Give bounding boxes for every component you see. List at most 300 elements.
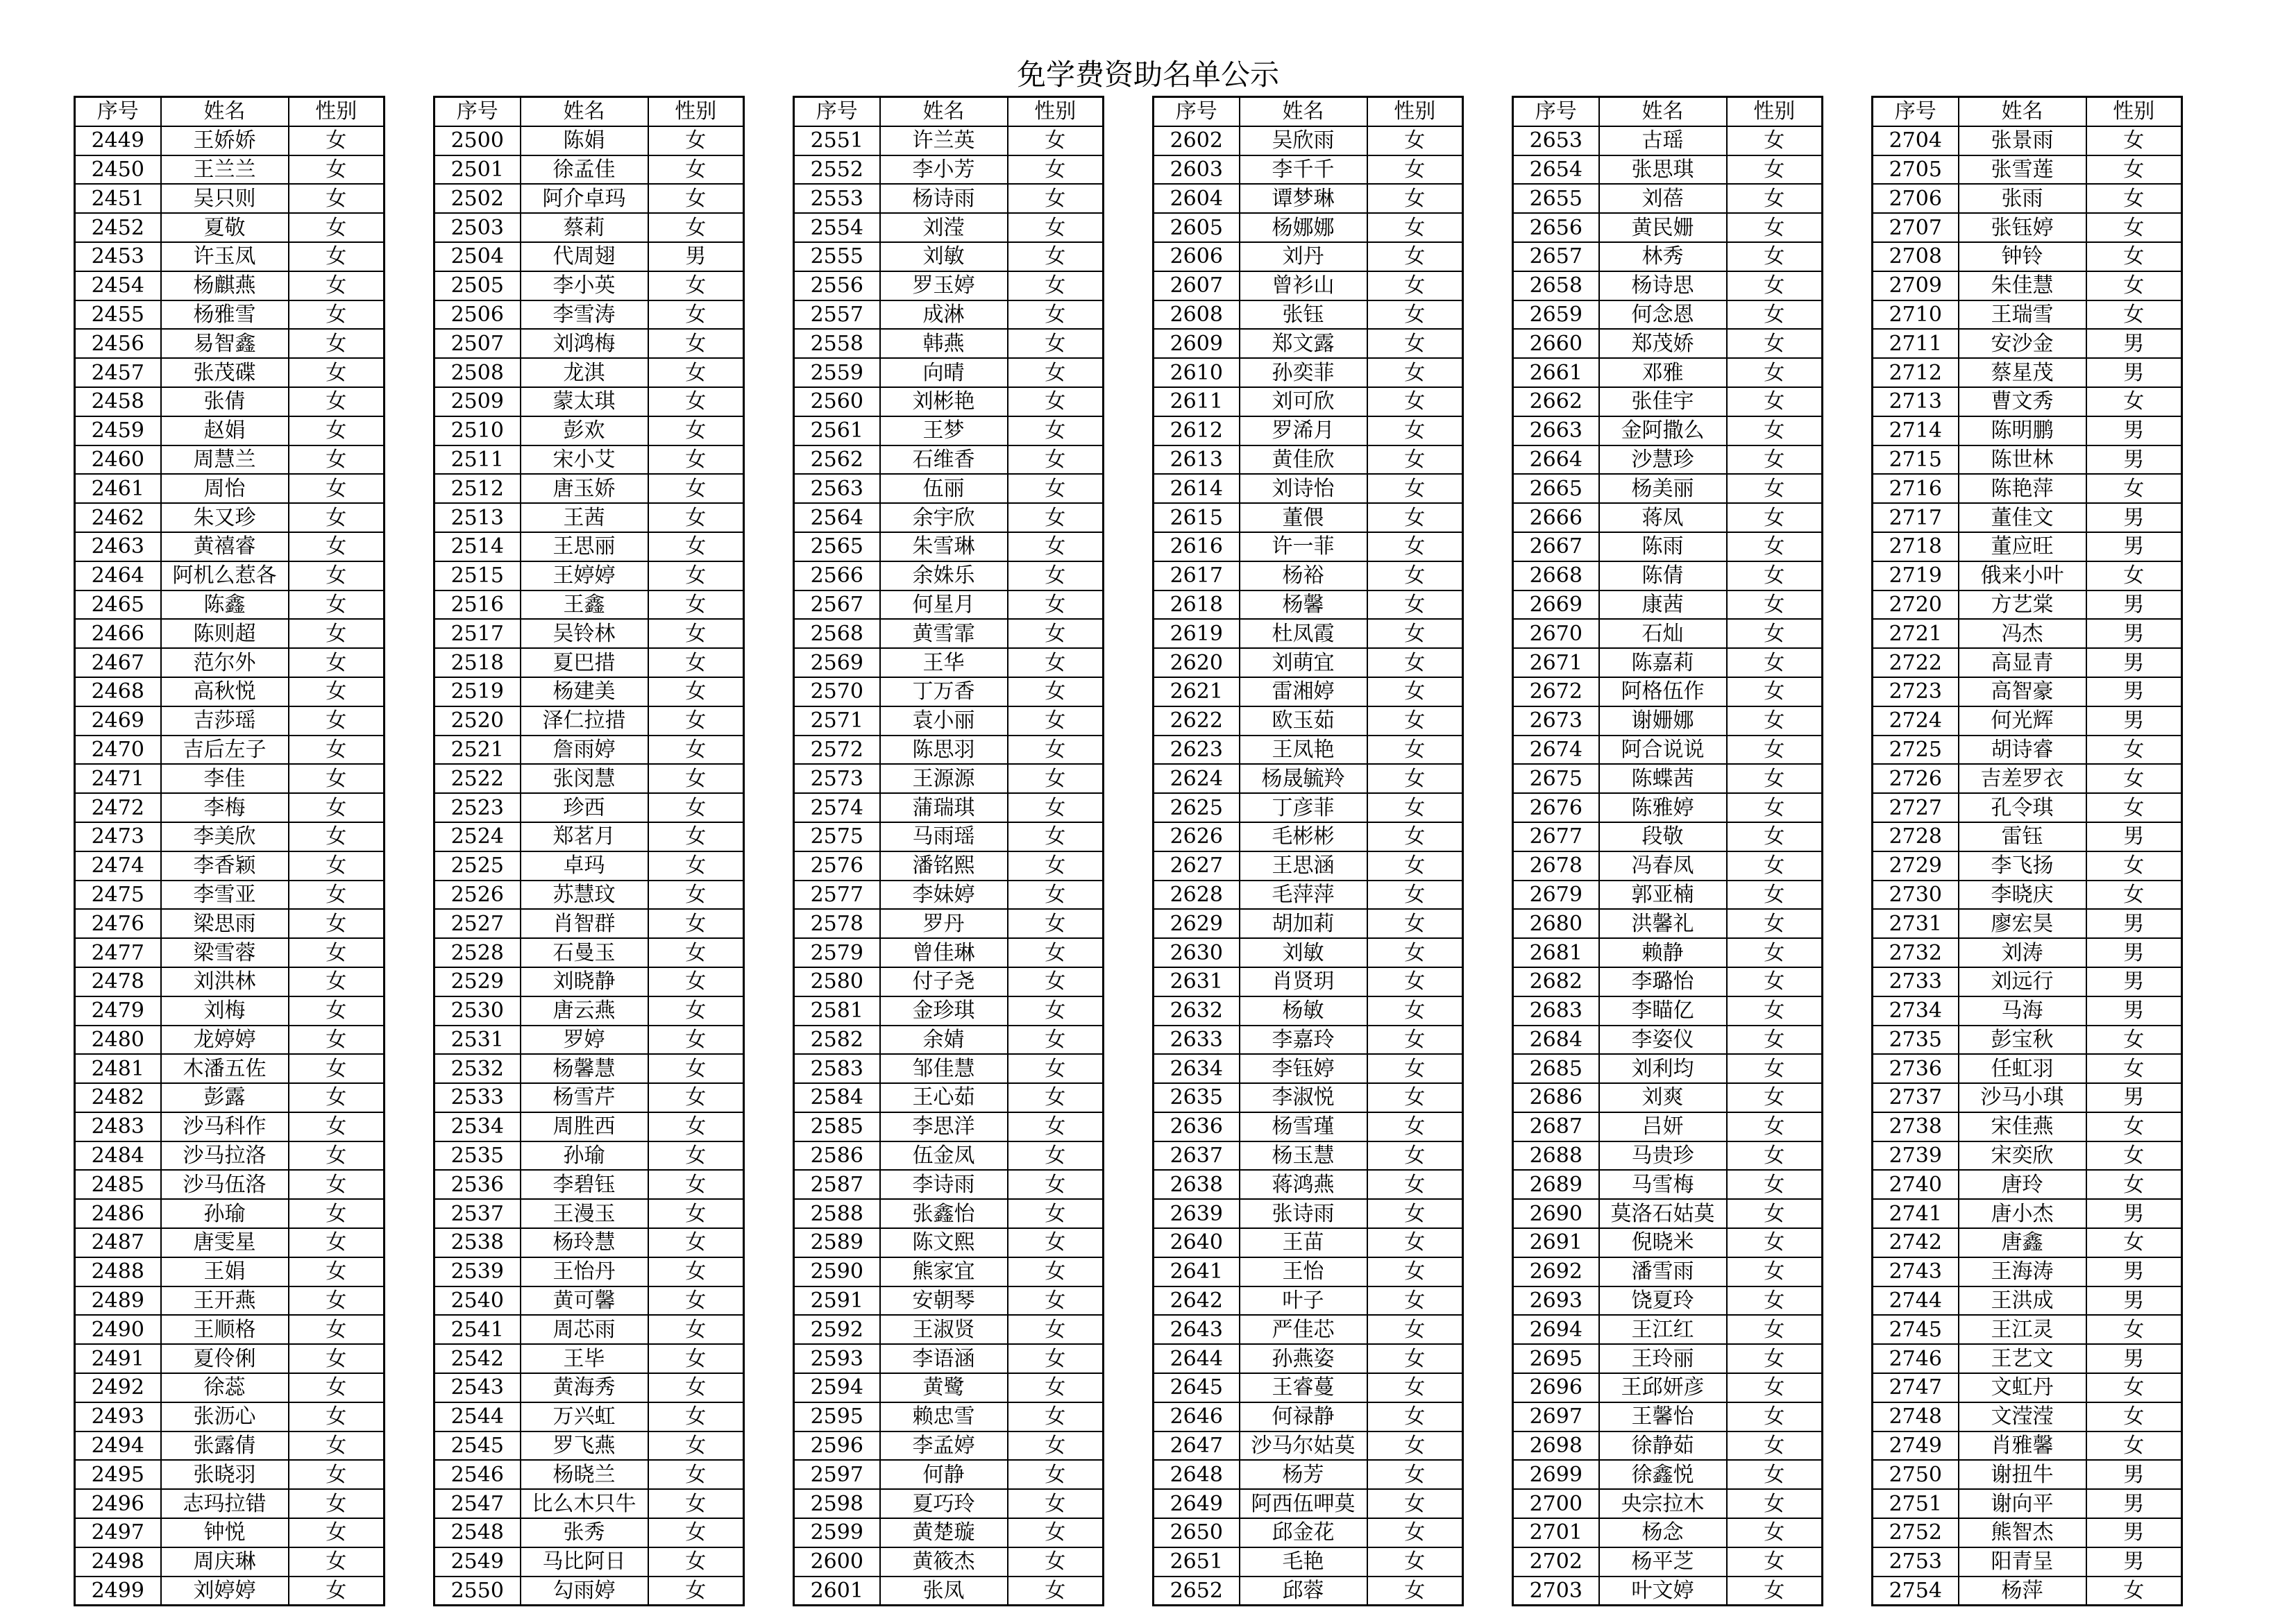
- cell-gender: 女: [1367, 967, 1463, 996]
- cell-seq: 2520: [434, 706, 521, 736]
- column-gap: [385, 1489, 434, 1518]
- cell-name: 毛萍萍: [1240, 881, 1367, 910]
- cell-seq: 2581: [794, 996, 880, 1026]
- cell-name: 吴欣雨: [1240, 126, 1367, 155]
- cell-name: 张佳宇: [1599, 387, 1727, 416]
- cell-gender: 女: [289, 416, 385, 445]
- column-gap: [1823, 532, 1873, 561]
- cell-name: 邱金花: [1240, 1518, 1367, 1547]
- column-gap: [744, 155, 794, 185]
- column-gap: [1823, 1373, 1873, 1402]
- cell-name: 赖忠雪: [880, 1402, 1008, 1431]
- cell-seq: 2702: [1513, 1547, 1599, 1577]
- cell-gender: 女: [2086, 1373, 2182, 1402]
- cell-gender: 女: [289, 938, 385, 967]
- cell-seq: 2481: [75, 1054, 161, 1083]
- column-gap: [1104, 561, 1154, 590]
- cell-seq: 2693: [1513, 1286, 1599, 1316]
- cell-name: 向晴: [880, 358, 1008, 387]
- cell-gender: 女: [2086, 155, 2182, 185]
- cell-name: 夏巧玲: [880, 1489, 1008, 1518]
- cell-gender: 女: [1008, 1026, 1104, 1055]
- cell-name: 吉后左子: [161, 736, 289, 765]
- header-name: 姓名: [1959, 97, 2086, 126]
- cell-name: 曹文秀: [1959, 387, 2086, 416]
- cell-name: 李嘉玲: [1240, 1026, 1367, 1055]
- cell-seq: 2701: [1513, 1518, 1599, 1547]
- column-gap: [1463, 1518, 1513, 1547]
- cell-gender: 女: [1367, 1547, 1463, 1577]
- cell-seq: 2534: [434, 1112, 521, 1141]
- cell-seq: 2654: [1513, 155, 1599, 185]
- cell-seq: 2482: [75, 1083, 161, 1112]
- cell-seq: 2677: [1513, 822, 1599, 851]
- column-gap: [1823, 387, 1873, 416]
- table-row: [75, 1402, 2182, 1431]
- cell-name: 杨敏: [1240, 996, 1367, 1026]
- column-gap: [1463, 503, 1513, 532]
- column-gap: [1463, 1257, 1513, 1286]
- cell-name: 陈鑫: [161, 590, 289, 620]
- cell-seq: 2489: [75, 1286, 161, 1316]
- cell-seq: 2614: [1154, 474, 1240, 503]
- cell-name: 黄海秀: [521, 1373, 648, 1402]
- cell-gender: 女: [1367, 184, 1463, 213]
- cell-seq: 2550: [434, 1577, 521, 1606]
- cell-name: 刘萌宜: [1240, 648, 1367, 677]
- cell-gender: 女: [1367, 329, 1463, 358]
- column-gap: [744, 532, 794, 561]
- header-seq: 序号: [1154, 97, 1240, 126]
- cell-gender: 女: [1008, 1228, 1104, 1257]
- column-gap: [744, 1315, 794, 1344]
- column-gap: [744, 387, 794, 416]
- cell-name: 罗玉婷: [880, 271, 1008, 300]
- column-gap: [385, 938, 434, 967]
- column-gap: [1463, 97, 1513, 126]
- table-row: [75, 474, 2182, 503]
- header-name: 姓名: [161, 97, 289, 126]
- column-gap: [1823, 126, 1873, 155]
- cell-seq: 2578: [794, 909, 880, 938]
- cell-name: 周慧兰: [161, 445, 289, 475]
- cell-seq: 2465: [75, 590, 161, 620]
- cell-seq: 2509: [434, 387, 521, 416]
- cell-seq: 2487: [75, 1228, 161, 1257]
- cell-gender: 女: [1367, 416, 1463, 445]
- cell-name: 刘鸿梅: [521, 329, 648, 358]
- cell-name: 杨诗雨: [880, 184, 1008, 213]
- cell-seq: 2604: [1154, 184, 1240, 213]
- cell-name: 陈倩: [1599, 561, 1727, 590]
- cell-name: 雷钰: [1959, 822, 2086, 851]
- column-gap: [1104, 416, 1154, 445]
- cell-seq: 2605: [1154, 213, 1240, 242]
- cell-seq: 2566: [794, 561, 880, 590]
- column-gap: [744, 851, 794, 881]
- cell-name: 李语涵: [880, 1344, 1008, 1373]
- cell-name: 邱蓉: [1240, 1577, 1367, 1606]
- cell-seq: 2583: [794, 1054, 880, 1083]
- cell-gender: 女: [1727, 1315, 1823, 1344]
- cell-name: 杨晓兰: [521, 1460, 648, 1489]
- cell-seq: 2555: [794, 242, 880, 271]
- cell-gender: 女: [1367, 619, 1463, 648]
- column-gap: [744, 97, 794, 126]
- cell-gender: 女: [1367, 1373, 1463, 1402]
- cell-seq: 2551: [794, 126, 880, 155]
- table-row: [75, 1315, 2182, 1344]
- cell-seq: 2613: [1154, 445, 1240, 475]
- cell-seq: 2556: [794, 271, 880, 300]
- cell-seq: 2636: [1154, 1112, 1240, 1141]
- cell-seq: 2720: [1873, 590, 1959, 620]
- cell-gender: 女: [289, 474, 385, 503]
- cell-gender: 女: [1727, 271, 1823, 300]
- cell-gender: 女: [1727, 126, 1823, 155]
- column-gap: [1463, 1112, 1513, 1141]
- column-gap: [744, 1054, 794, 1083]
- cell-seq: 2625: [1154, 793, 1240, 822]
- cell-name: 刘敏: [1240, 938, 1367, 967]
- cell-gender: 女: [1727, 358, 1823, 387]
- cell-gender: 女: [1727, 184, 1823, 213]
- cell-gender: 女: [648, 793, 744, 822]
- cell-name: 廖宏昊: [1959, 909, 2086, 938]
- column-gap: [385, 1112, 434, 1141]
- cell-name: 王梦: [880, 416, 1008, 445]
- column-gap: [744, 967, 794, 996]
- cell-seq: 2686: [1513, 1083, 1599, 1112]
- cell-name: 蔡星茂: [1959, 358, 2086, 387]
- cell-name: 张诗雨: [1240, 1199, 1367, 1228]
- cell-gender: 女: [1727, 996, 1823, 1026]
- column-gap: [1463, 242, 1513, 271]
- cell-seq: 2704: [1873, 126, 1959, 155]
- cell-gender: 男: [2086, 445, 2182, 475]
- cell-seq: 2549: [434, 1547, 521, 1577]
- cell-gender: 女: [1367, 1577, 1463, 1606]
- cell-gender: 女: [1008, 503, 1104, 532]
- column-gap: [385, 764, 434, 793]
- table-row: [75, 1257, 2182, 1286]
- cell-name: 马雨瑶: [880, 822, 1008, 851]
- cell-seq: 2637: [1154, 1141, 1240, 1171]
- cell-seq: 2626: [1154, 822, 1240, 851]
- column-gap: [1823, 1199, 1873, 1228]
- cell-seq: 2699: [1513, 1460, 1599, 1489]
- cell-seq: 2631: [1154, 967, 1240, 996]
- cell-seq: 2638: [1154, 1170, 1240, 1199]
- cell-seq: 2620: [1154, 648, 1240, 677]
- column-gap: [744, 1286, 794, 1316]
- cell-gender: 女: [289, 561, 385, 590]
- cell-seq: 2680: [1513, 909, 1599, 938]
- cell-name: 金珍琪: [880, 996, 1008, 1026]
- cell-gender: 女: [648, 1112, 744, 1141]
- cell-gender: 女: [289, 822, 385, 851]
- cell-gender: 女: [1727, 1054, 1823, 1083]
- column-gap: [744, 271, 794, 300]
- cell-gender: 女: [648, 590, 744, 620]
- cell-name: 何光辉: [1959, 706, 2086, 736]
- column-gap: [744, 1344, 794, 1373]
- cell-name: 饶夏玲: [1599, 1286, 1727, 1316]
- column-gap: [1463, 1460, 1513, 1489]
- column-gap: [1823, 736, 1873, 765]
- cell-seq: 2539: [434, 1257, 521, 1286]
- cell-gender: 女: [1008, 1577, 1104, 1606]
- cell-seq: 2721: [1873, 619, 1959, 648]
- cell-seq: 2629: [1154, 909, 1240, 938]
- cell-seq: 2715: [1873, 445, 1959, 475]
- cell-seq: 2655: [1513, 184, 1599, 213]
- cell-seq: 2542: [434, 1344, 521, 1373]
- cell-gender: 女: [2086, 1431, 2182, 1461]
- cell-gender: 女: [1367, 706, 1463, 736]
- cell-seq: 2678: [1513, 851, 1599, 881]
- cell-gender: 女: [1008, 706, 1104, 736]
- cell-gender: 女: [1367, 590, 1463, 620]
- column-gap: [1823, 300, 1873, 330]
- cell-seq: 2752: [1873, 1518, 1959, 1547]
- column-gap: [1104, 619, 1154, 648]
- cell-name: 刘可欣: [1240, 387, 1367, 416]
- header-name: 姓名: [880, 97, 1008, 126]
- cell-name: 熊智杰: [1959, 1518, 2086, 1547]
- cell-seq: 2598: [794, 1489, 880, 1518]
- table-row: [75, 967, 2182, 996]
- cell-seq: 2700: [1513, 1489, 1599, 1518]
- cell-gender: 女: [1008, 1083, 1104, 1112]
- cell-name: 罗飞燕: [521, 1431, 648, 1461]
- cell-seq: 2569: [794, 648, 880, 677]
- column-gap: [1104, 736, 1154, 765]
- table-row: [75, 503, 2182, 532]
- cell-name: 珍西: [521, 793, 648, 822]
- column-gap: [1823, 1460, 1873, 1489]
- cell-name: 严佳芯: [1240, 1315, 1367, 1344]
- cell-gender: 女: [1727, 1402, 1823, 1431]
- cell-gender: 男: [2086, 909, 2182, 938]
- cell-gender: 女: [648, 648, 744, 677]
- column-gap: [1463, 1286, 1513, 1316]
- cell-name: 阿格伍作: [1599, 677, 1727, 706]
- cell-name: 谢扭牛: [1959, 1460, 2086, 1489]
- cell-gender: 女: [2086, 1141, 2182, 1171]
- cell-seq: 2664: [1513, 445, 1599, 475]
- column-gap: [385, 967, 434, 996]
- cell-seq: 2451: [75, 184, 161, 213]
- cell-gender: 女: [1727, 1344, 1823, 1373]
- cell-seq: 2562: [794, 445, 880, 475]
- column-gap: [1823, 184, 1873, 213]
- column-gap: [1104, 184, 1154, 213]
- cell-gender: 女: [289, 387, 385, 416]
- cell-seq: 2464: [75, 561, 161, 590]
- cell-gender: 女: [1008, 1344, 1104, 1373]
- cell-name: 李雪亚: [161, 881, 289, 910]
- table-row: [75, 1518, 2182, 1547]
- cell-name: 朱佳慧: [1959, 271, 2086, 300]
- cell-seq: 2633: [1154, 1026, 1240, 1055]
- cell-name: 赖静: [1599, 938, 1727, 967]
- header-gender: 性别: [2086, 97, 2182, 126]
- cell-gender: 女: [1367, 532, 1463, 561]
- column-gap: [1823, 561, 1873, 590]
- cell-gender: 女: [289, 1170, 385, 1199]
- column-gap: [1104, 155, 1154, 185]
- cell-gender: 男: [2086, 1344, 2182, 1373]
- cell-name: 朱雪琳: [880, 532, 1008, 561]
- column-gap: [1104, 648, 1154, 677]
- cell-seq: 2596: [794, 1431, 880, 1461]
- cell-name: 王怡丹: [521, 1257, 648, 1286]
- cell-gender: 女: [648, 1199, 744, 1228]
- column-gap: [1823, 1228, 1873, 1257]
- cell-seq: 2606: [1154, 242, 1240, 271]
- cell-seq: 2618: [1154, 590, 1240, 620]
- column-gap: [1104, 881, 1154, 910]
- column-gap: [1463, 793, 1513, 822]
- cell-seq: 2739: [1873, 1141, 1959, 1171]
- cell-seq: 2730: [1873, 881, 1959, 910]
- cell-name: 杨雪瑾: [1240, 1112, 1367, 1141]
- column-gap: [1104, 1112, 1154, 1141]
- cell-seq: 2648: [1154, 1460, 1240, 1489]
- cell-name: 黄禧睿: [161, 532, 289, 561]
- cell-gender: 女: [289, 881, 385, 910]
- cell-seq: 2656: [1513, 213, 1599, 242]
- cell-gender: 女: [2086, 300, 2182, 330]
- cell-name: 杨念: [1599, 1518, 1727, 1547]
- column-gap: [385, 1344, 434, 1373]
- cell-gender: 女: [1727, 619, 1823, 648]
- cell-seq: 2522: [434, 764, 521, 793]
- cell-name: 张茂碟: [161, 358, 289, 387]
- column-gap: [1823, 242, 1873, 271]
- cell-name: 黄筱杰: [880, 1547, 1008, 1577]
- column-gap: [744, 909, 794, 938]
- column-gap: [1463, 358, 1513, 387]
- cell-gender: 女: [1367, 126, 1463, 155]
- cell-gender: 女: [1367, 358, 1463, 387]
- cell-gender: 女: [1008, 387, 1104, 416]
- table-row: [75, 184, 2182, 213]
- table-row: [75, 300, 2182, 330]
- cell-gender: 男: [648, 242, 744, 271]
- cell-name: 康茜: [1599, 590, 1727, 620]
- cell-seq: 2480: [75, 1026, 161, 1055]
- cell-seq: 2717: [1873, 503, 1959, 532]
- column-gap: [1104, 1431, 1154, 1461]
- cell-name: 李诗雨: [880, 1170, 1008, 1199]
- column-gap: [385, 329, 434, 358]
- cell-name: 王毕: [521, 1344, 648, 1373]
- cell-seq: 2738: [1873, 1112, 1959, 1141]
- cell-gender: 女: [289, 996, 385, 1026]
- cell-name: 冯杰: [1959, 619, 2086, 648]
- cell-gender: 女: [1367, 503, 1463, 532]
- cell-gender: 女: [648, 619, 744, 648]
- table-row: [75, 155, 2182, 185]
- cell-seq: 2580: [794, 967, 880, 996]
- cell-name: 李孟婷: [880, 1431, 1008, 1461]
- cell-name: 李小英: [521, 271, 648, 300]
- cell-seq: 2610: [1154, 358, 1240, 387]
- cell-name: 陈世林: [1959, 445, 2086, 475]
- cell-gender: 女: [648, 1141, 744, 1171]
- column-gap: [1463, 445, 1513, 475]
- column-gap: [744, 358, 794, 387]
- cell-name: 李钰婷: [1240, 1054, 1367, 1083]
- cell-seq: 2643: [1154, 1315, 1240, 1344]
- column-gap: [744, 822, 794, 851]
- column-gap: [1463, 1315, 1513, 1344]
- cell-seq: 2532: [434, 1054, 521, 1083]
- cell-seq: 2510: [434, 416, 521, 445]
- cell-seq: 2719: [1873, 561, 1959, 590]
- cell-seq: 2665: [1513, 474, 1599, 503]
- cell-name: 叶子: [1240, 1286, 1367, 1316]
- cell-gender: 女: [1727, 532, 1823, 561]
- cell-name: 杨裕: [1240, 561, 1367, 590]
- table-row: [75, 1170, 2182, 1199]
- cell-gender: 女: [1367, 1199, 1463, 1228]
- cell-seq: 2646: [1154, 1402, 1240, 1431]
- cell-gender: 女: [648, 1257, 744, 1286]
- cell-seq: 2572: [794, 736, 880, 765]
- cell-seq: 2496: [75, 1489, 161, 1518]
- cell-seq: 2449: [75, 126, 161, 155]
- cell-seq: 2561: [794, 416, 880, 445]
- cell-gender: 女: [1008, 532, 1104, 561]
- table-row: [75, 1489, 2182, 1518]
- cell-name: 吕妍: [1599, 1112, 1727, 1141]
- cell-name: 万兴虹: [521, 1402, 648, 1431]
- cell-name: 余宇欣: [880, 503, 1008, 532]
- column-gap: [744, 1026, 794, 1055]
- cell-name: 余婧: [880, 1026, 1008, 1055]
- cell-name: 彭露: [161, 1083, 289, 1112]
- cell-gender: 女: [648, 822, 744, 851]
- cell-name: 吴只则: [161, 184, 289, 213]
- cell-gender: 女: [1008, 271, 1104, 300]
- cell-seq: 2523: [434, 793, 521, 822]
- column-gap: [1104, 387, 1154, 416]
- cell-seq: 2565: [794, 532, 880, 561]
- cell-seq: 2647: [1154, 1431, 1240, 1461]
- column-gap: [385, 1577, 434, 1606]
- cell-seq: 2467: [75, 648, 161, 677]
- cell-seq: 2673: [1513, 706, 1599, 736]
- cell-name: 唐云燕: [521, 996, 648, 1026]
- cell-name: 郑文露: [1240, 329, 1367, 358]
- cell-name: 蔡莉: [521, 213, 648, 242]
- column-gap: [385, 242, 434, 271]
- cell-gender: 女: [289, 851, 385, 881]
- cell-seq: 2744: [1873, 1286, 1959, 1316]
- table-row: [75, 1228, 2182, 1257]
- cell-name: 阿介卓玛: [521, 184, 648, 213]
- cell-seq: 2514: [434, 532, 521, 561]
- cell-gender: 女: [1008, 967, 1104, 996]
- cell-seq: 2518: [434, 648, 521, 677]
- column-gap: [385, 736, 434, 765]
- cell-name: 王婷婷: [521, 561, 648, 590]
- cell-seq: 2495: [75, 1460, 161, 1489]
- cell-name: 蒋凤: [1599, 503, 1727, 532]
